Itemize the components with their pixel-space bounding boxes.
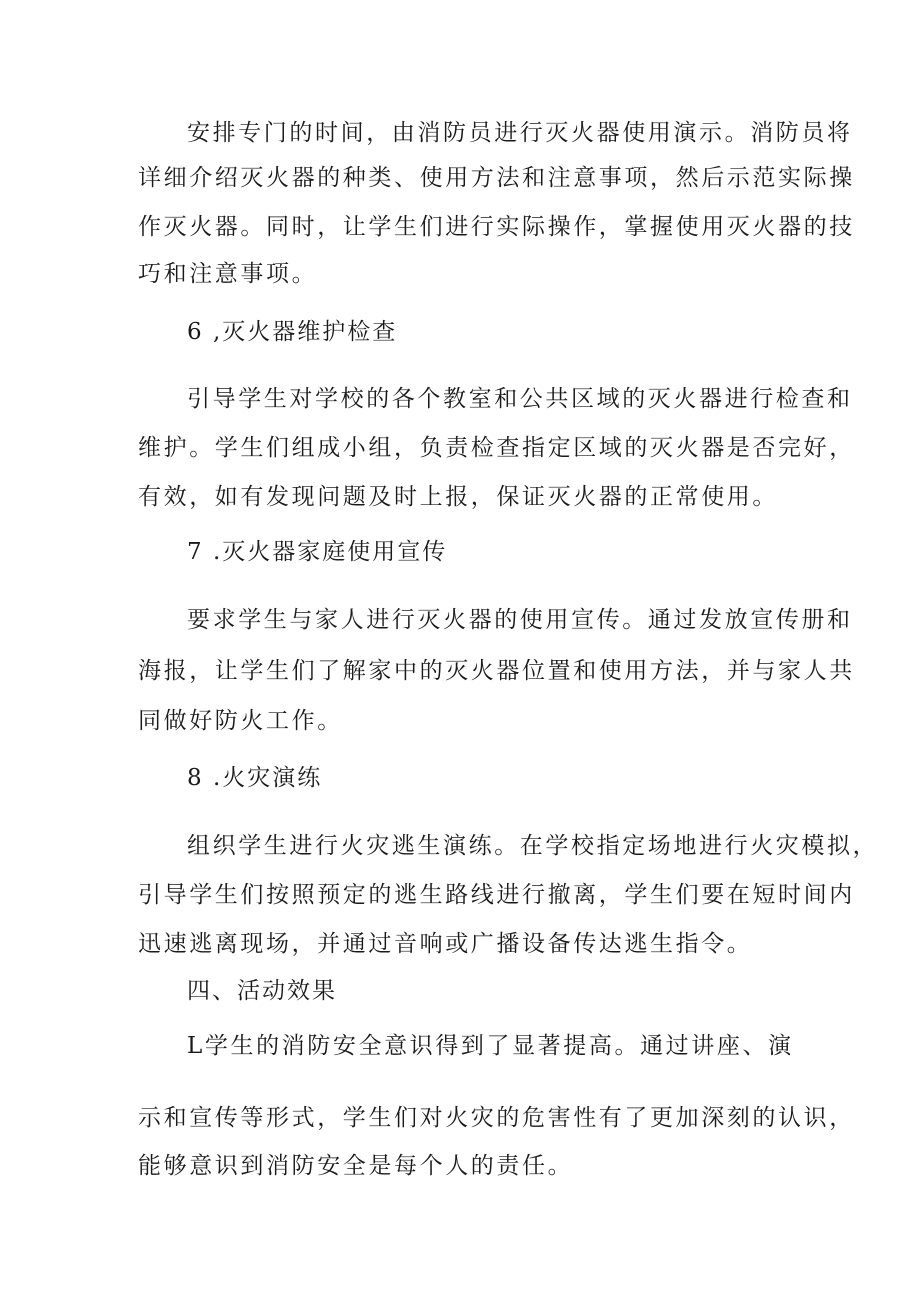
paragraph-line: 引导学生对学校的各个教室和公共区域的灭火器进行检查和 xyxy=(187,386,853,412)
paragraph-line: 维护。学生们组成小组，负责检查指定区域的灭火器是否完好， xyxy=(138,435,855,461)
section-heading: 四、活动效果 xyxy=(187,978,337,1004)
paragraph-line: 同做好防火工作。 xyxy=(138,708,343,734)
paragraph-line: 安排专门的时间，由消防员进行灭火器使用演示。消防员将 xyxy=(187,120,853,146)
section-heading: 8 .火灾演练 xyxy=(187,765,323,791)
paragraph-line: 作灭火器。同时，让学生们进行实际操作，掌握使用灭火器的技 xyxy=(138,214,855,240)
section-heading: 6 ,灭火器维护检查 xyxy=(187,319,398,345)
paragraph-line: 迅速逃离现场，并通过音响或广播设备传达逃生指令。 xyxy=(138,931,753,957)
paragraph-line: 能够意识到消防安全是每个人的责任。 xyxy=(138,1153,574,1179)
paragraph-line: 示和宣传等形式，学生们对火灾的危害性有了更加深刻的认识， xyxy=(138,1105,855,1131)
section-heading: 7 .灭火器家庭使用宣传 xyxy=(187,539,448,565)
paragraph-line: 有效，如有发现问题及时上报，保证灭火器的正常使用。 xyxy=(138,484,778,510)
paragraph-line: 组织学生进行火灾逃生演练。在学校指定场地进行火灾模拟， xyxy=(187,833,879,859)
paragraph-line: 引导学生们按照预定的逃生路线进行撤离，学生们要在短时间内 xyxy=(138,882,855,908)
paragraph-line: L学生的消防安全意识得到了显著提高。通过讲座、演 xyxy=(187,1033,794,1059)
paragraph-line: 海报，让学生们了解家中的灭火器位置和使用方法，并与家人共 xyxy=(138,658,855,684)
paragraph-line: 要求学生与家人进行灭火器的使用宣传。通过发放宣传册和 xyxy=(187,607,853,633)
paragraph-line: 详细介绍灭火器的种类、使用方法和注意事项，然后示范实际操 xyxy=(138,165,855,191)
paragraph-line: 巧和注意事项。 xyxy=(138,261,318,287)
